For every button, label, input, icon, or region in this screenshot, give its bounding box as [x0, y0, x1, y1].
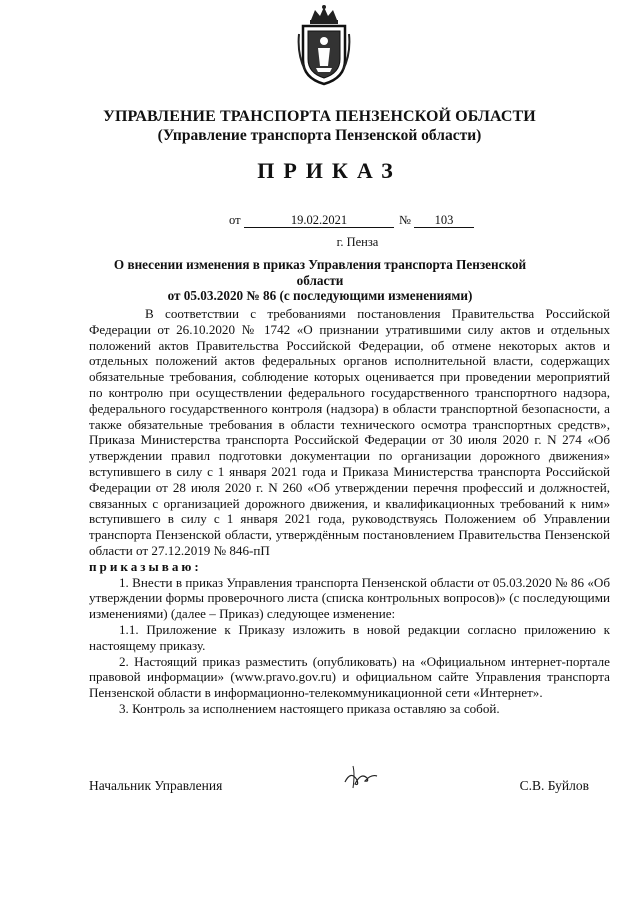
organization-subtitle: (Управление транспорта Пензенской области)	[157, 127, 482, 144]
document-type-heading: ПРИКАЗ	[257, 158, 402, 183]
signer-position: Начальник Управления	[89, 778, 223, 793]
coat-of-arms-icon	[297, 4, 351, 86]
organization-title: УПРАВЛЕНИЕ ТРАНСПОРТА ПЕНЗЕНСКОЙ ОБЛАСТИ	[103, 108, 536, 125]
orders-word: приказываю:	[89, 558, 202, 574]
item-1-paragraph: 1. Внести в приказ Управления транспорта Пензенской области от 05.03.2020 № 86 «Об утверждении формы проверочного листа (списка контрольных вопросов)» (с последующими изменениями) (далее – Приказ) следующее изменение:	[89, 574, 610, 622]
item-2-paragraph: 2. Настоящий приказ разместить (опубликовать) на «Официальном интернет-портале правовой информации» (www.pravo.gov.ru) и официальном сайте Управления транспорта Пензенской области в информационно-телекоммуникационной сети «Интернет».	[89, 653, 610, 701]
document-subject	[90, 257, 550, 304]
item-3-paragraph: 3. Контроль за исполнением настоящего приказа оставляю за собой.	[119, 700, 500, 716]
date-label: от	[229, 213, 241, 227]
signer-name: С.В. Буйлов	[519, 778, 589, 793]
item-1-1-paragraph: 1.1. Приложение к Приказу изложить в новой редакции согласно приложению к настоящему приказу.	[89, 621, 610, 653]
subject-line-2: от 05.03.2020 № 86 (с последующими изменениями)	[167, 288, 473, 303]
handwritten-signature-icon	[341, 762, 381, 792]
document-number: 103	[414, 213, 474, 228]
city-line: г. Пенза	[336, 235, 379, 249]
subject-line-1: О внесении изменения в приказ Управления транспорта Пензенской области	[113, 257, 527, 288]
document-body	[89, 306, 610, 717]
number-label: №	[399, 213, 411, 227]
document-date: 19.02.2021	[244, 213, 394, 228]
preamble-paragraph: В соответствии с требованиями постановления Правительства Российской Федерации от 26.10.2020 № 1742 «О признании утратившими силу актов и отдельных положений актов Правительства Российской Федерации, об отмене некоторых актов и отдельных положений актов федеральных органов исполнительной власти, содержащих обязательные требования, соблюдение которых оценивается при проведении мероприятий по контролю при осуществлении федерального государственного транспортного надзора, федерального государственного контроля (надзора) в области транспортной безопасности, а также обязательные требования в области технического осмотра транспортных средств», Приказа Министерства транспорта Российской Федерации от 30 июля 2020 г. N 274 «Об утверждении правил подготовки документации по организации дорожного движения» вступившего в силу с 1 января 2021 года и Приказа Министерства транспорта Российской Федерации от 28 июля 2020 г. N 260 «Об утверждении перечня профессий и должностей, связанных с организацией дорожного движения, и квалификационных требований к ним» вступившего в силу с 1 января 2021 года, руководствуясь Положением об Управлении транспорта Пензенской области, утверждённым постановлением Правительства Пензенской области от 27.12.2019 № 846-пП	[89, 306, 610, 558]
